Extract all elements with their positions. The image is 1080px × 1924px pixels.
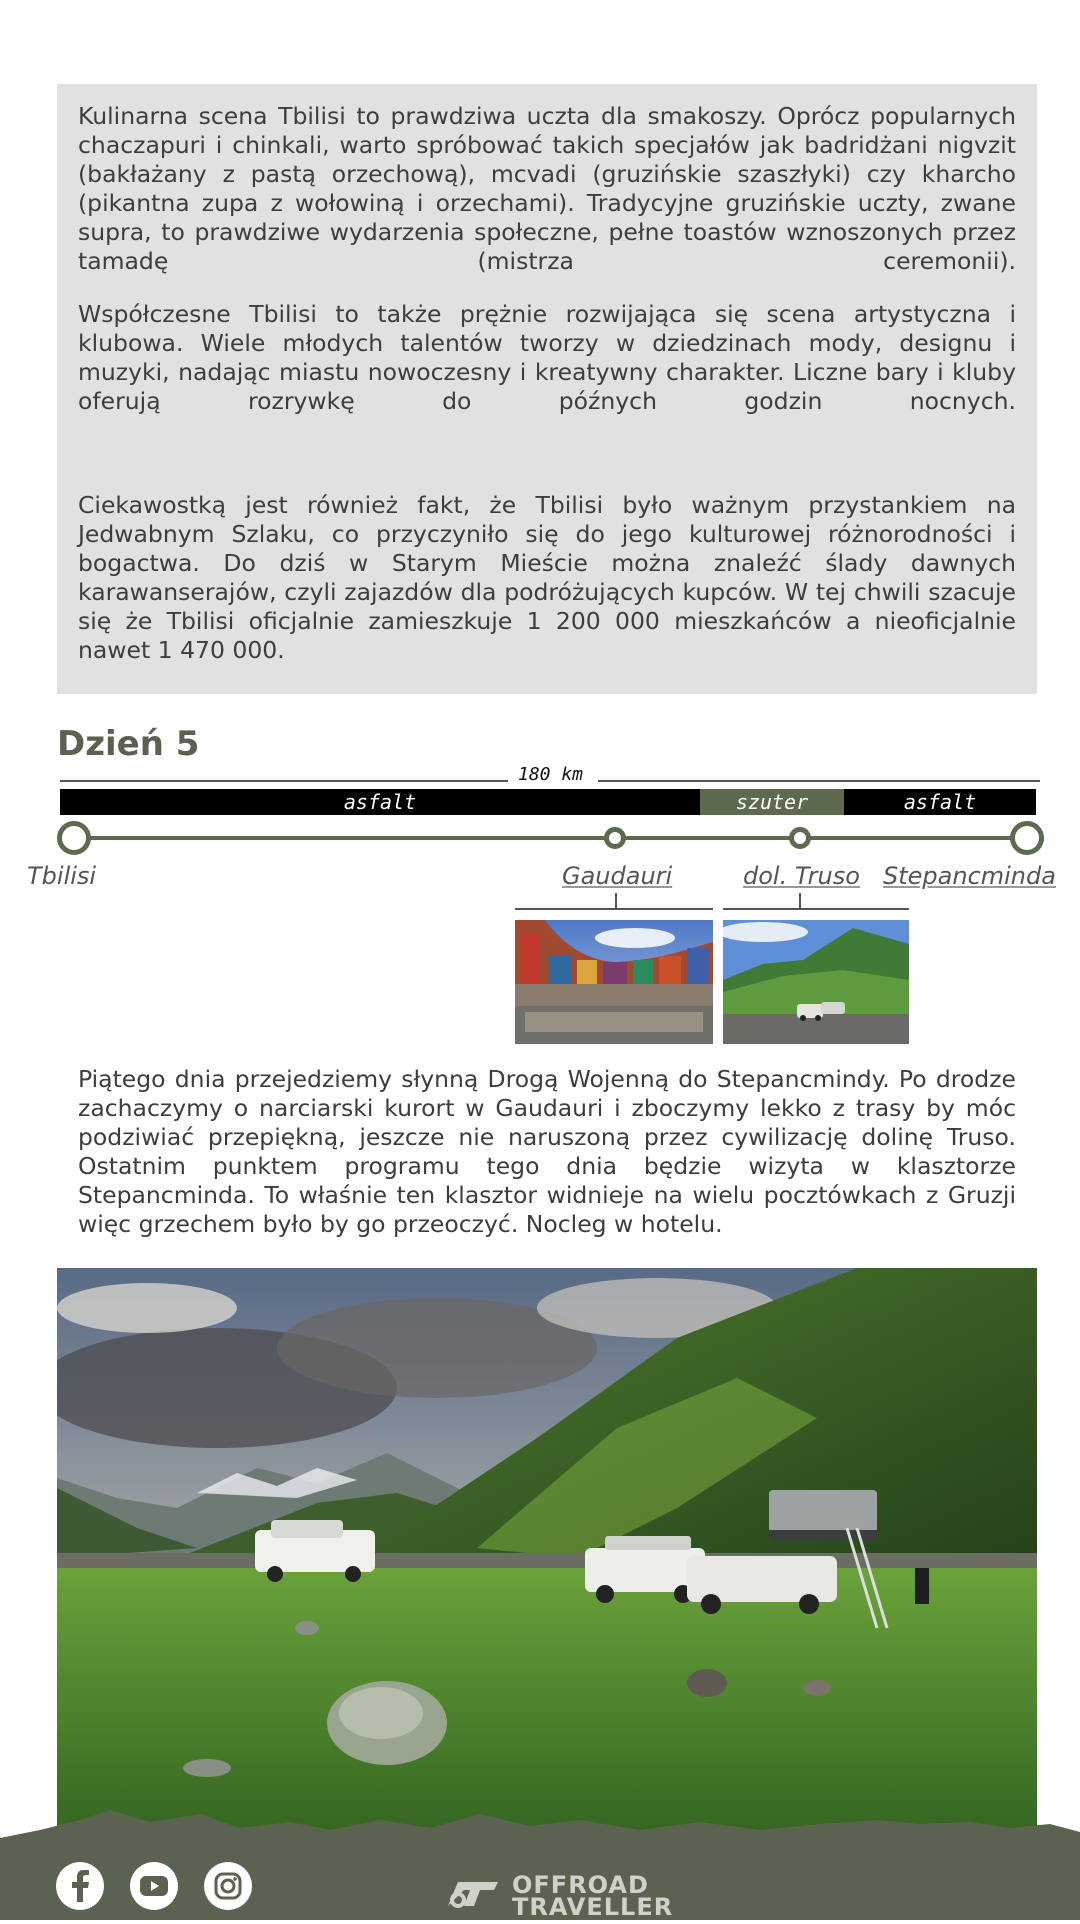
logo-line-traveller: TRAVELLER (512, 1893, 674, 1921)
stop-label-stepancminda[interactable]: Stepancminda (883, 862, 1056, 890)
segment-gravel: szuter (700, 789, 844, 815)
youtube-icon[interactable] (130, 1862, 178, 1910)
logo-text (512, 1871, 674, 1921)
paragraph-silk-road: Ciekawostką jest również fakt, że Tbilisi było ważnym przystankiem na Jedwabnym Szlaku, co przyczyniło się do jego kulturowej różnorodności i bogactwa. Do dziś w Starym Mieście można znaleźć ślady dawnych karawanserajów, czyli zajazdów dla podróżujących kupców. W tej chwili szacuje się że Tbilisi oficjalnie zamieszkuje 1 200 000 mieszkańców a nieoficjalnie nawet 1 470 000. (78, 491, 1016, 664)
distance-line-left (60, 780, 508, 782)
photo-bracket-tick (615, 893, 617, 909)
day-description: Piątego dnia przejedziemy słynną Drogą Wojenną do Stepancmindy. Po drodze zachaczymy o narciarski kurort w Gaudauri i zboczymy lekko z trasy by móc podziwiać przepiękną, jeszcze nie naruszoną przez cywilizację dolinę Truso. Ostatnim punktem programu tego dnia będzie wizyta w klasztorze Stepancminda. To właśnie ten klasztor widnieje na wielu pocztówkach z Gruzji więc grzechem było by go przeoczyć. Nocleg w hotelu. (78, 1065, 1016, 1238)
route-line (74, 836, 1026, 840)
stop-label-truso[interactable]: dol. Truso (743, 862, 860, 890)
stop-label-gaudauri[interactable]: Gaudauri (562, 862, 673, 890)
distance-label: 180 km (518, 764, 584, 785)
distance-line-right (598, 780, 1040, 782)
instagram-icon[interactable] (204, 1862, 252, 1910)
stop-marker-stepancminda (1010, 821, 1044, 855)
segment-asphalt-1: asfalt (60, 789, 700, 815)
paragraph-cuisine: Kulinarna scena Tbilisi to prawdziwa uczta dla smakoszy. Oprócz popularnych chaczapuri i chinkali, warto spróbować takich specjałów jak badridżani nigvzit (bakłażany z pastą orzechową), mcvadi (gruzińskie szaszłyki) czy kharcho (pikantna zupa z wołowiną i orzechami). Tradycyjne gruzińskie uczty, zwane supra, to prawdziwe wydarzenia społeczne, pełne toastów wznoszonych przez tamadę (mistrza ceremonii). (78, 102, 1016, 275)
day-title: Dzień 5 (57, 724, 200, 764)
stop-label-tbilisi: Tbilisi (27, 862, 97, 890)
stop-marker-gaudauri (604, 827, 626, 849)
stop-marker-tbilisi (57, 821, 91, 855)
offroad-traveller-logo-icon (446, 1876, 504, 1912)
paragraph-art-scene: Współczesne Tbilisi to także prężnie rozwijająca się scena artystyczna i klubowa. Wiele młodych talentów tworzy w dziedzinach mody, designu i muzyki, nadając miastu nowoczesny i kreatywny charakter. Liczne bary i kluby oferują rozrywkę do późnych godzin nocnych. (78, 300, 1016, 415)
gaudauri-photo[interactable] (515, 920, 713, 1044)
segment-asphalt-2: asfalt (844, 789, 1036, 815)
stop-marker-truso (789, 827, 811, 849)
facebook-icon[interactable] (56, 1862, 104, 1910)
truso-valley-photo (57, 1268, 1037, 1868)
photo-bracket-truso (723, 908, 909, 910)
photo-bracket-tick (799, 893, 801, 909)
photo-bracket-gaudauri (515, 908, 713, 910)
logo-line-offroad: OFFROAD (512, 1871, 649, 1899)
truso-photo[interactable] (723, 920, 909, 1044)
